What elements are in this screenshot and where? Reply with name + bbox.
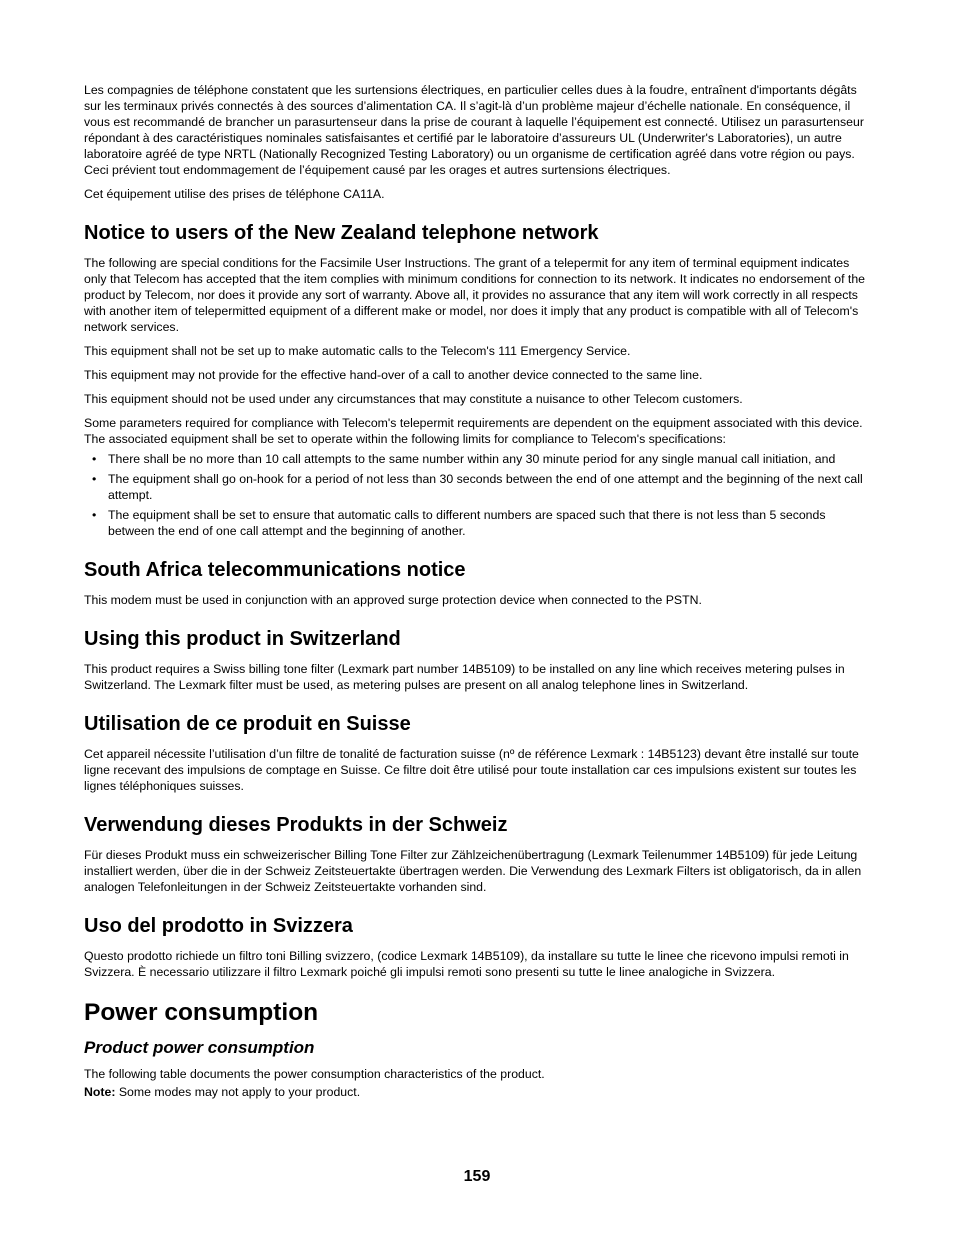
swiss-it-paragraph: Questo prodotto richiede un filtro toni Billing svizzero, (codice Lexmark 14B5109), da installare su tutte le linee che ricevono impulsi remoti in Svizzera. È necessario utilizzare il filtro Lexmark poiché gli impulsi remoti sono presenti su tutte le linee analogiche in Svizzera. — [84, 949, 849, 979]
list-item-text: The equipment shall be set to ensure that automatic calls to different numbers are spaced such that there is not less than 5 seconds between the end of one call attempt and the beginning of another. — [108, 508, 826, 538]
product-power-subheading: Product power consumption — [84, 1038, 315, 1057]
intro-paragraph-jacks: Cet équipement utilise des prises de téléphone CA11A. — [84, 187, 385, 201]
swiss-en-heading: Using this product in Switzerland — [84, 628, 401, 650]
note-line — [84, 1084, 874, 1100]
page-number: 159 — [463, 1168, 491, 1185]
list-item-text: The equipment shall go on-hook for a period of not less than 30 seconds between the end of one attempt and the beginning of the next call attempt. — [108, 472, 863, 502]
nz-paragraph-2: This equipment shall not be set up to make automatic calls to the Telecom's 111 Emergency Service. — [84, 344, 631, 358]
nz-paragraph-1: The following are special conditions for the Facsimile User Instructions. The grant of a telepermit for any item of terminal equipment indicates only that Telecom has accepted that the item complies with minimum conditions for connection to its network. It indicates no endorsement of the product by Telecom, nor does it provide any sort of warranty. Above all, it provides no assurance that any item will work correctly in all respects with another item of telepermitted equipment of a different make or model, nor does it imply that any product is compatible with all of Telecom's network services. — [84, 256, 866, 334]
swiss-fr-heading: Utilisation de ce produit en Suisse — [84, 713, 411, 735]
swiss-it-heading: Uso del prodotto in Svizzera — [84, 915, 353, 937]
nz-heading: Notice to users of the New Zealand telephone network — [84, 222, 599, 244]
swiss-en-paragraph: This product requires a Swiss billing tone filter (Lexmark part number 14B5109) to be installed on any line which receives metering pulses in Switzerland. The Lexmark filter must be used, as metering pulses are present on all analog telephone lines in Switzerland. — [84, 662, 845, 692]
power-paragraph: The following table documents the power consumption characteristics of the product. — [84, 1067, 545, 1081]
swiss-de-heading: Verwendung dieses Produkts in der Schweiz — [84, 814, 508, 836]
swiss-fr-paragraph: Cet appareil nécessite l’utilisation d’un filtre de tonalité de facturation suisse (nº de référence Lexmark : 14B5123) devant être installé sur toute ligne recevant des impulsions de comptage en Suisse. Ce filtre doit être utilisé pour toute installation car ces impulsions existent sur toutes les lignes téléphoniques suisses. — [84, 747, 859, 793]
nz-paragraph-3: This equipment may not provide for the effective hand-over of a call to another device connected to the same line. — [84, 368, 703, 382]
nz-bullet-list — [84, 451, 874, 539]
nz-paragraph-5: Some parameters required for compliance with Telecom's telepermit requirements are dependent on the equipment associated with this device. The associated equipment shall be set to operate within the following limits for compliance to Telecom's specifications: — [84, 416, 863, 446]
list-item — [84, 451, 874, 467]
bullet-icon: • — [92, 508, 97, 522]
sa-heading: South Africa telecommunications notice — [84, 559, 466, 581]
bullet-icon: • — [92, 452, 97, 466]
note-label: Note: — [84, 1085, 116, 1099]
bullet-icon: • — [92, 472, 97, 486]
power-consumption-heading: Power consumption — [84, 999, 319, 1026]
list-item — [84, 471, 874, 503]
document-page — [84, 82, 874, 1108]
sa-paragraph: This modem must be used in conjunction with an approved surge protection device when connected to the PSTN. — [84, 593, 702, 607]
list-item-text: There shall be no more than 10 call attempts to the same number within any 30 minute period for any single manual call initiation, and — [108, 452, 836, 466]
intro-paragraph-surge: Les compagnies de téléphone constatent que les surtensions électriques, en particulier celles dues à la foudre, entraînent d'importants dégâts sur les terminaux privés connectés à des sources d’alimentation CA. Il s’agit-là d’un problème majeur d’échelle nationale. En conséquence, il vous est recommandé de brancher un parasurtenseur dans la prise de courant à laquelle l’équipement est connecté. Utilisez un parasurtenseur répondant à des caractéristiques nominales satisfaisantes et certifié par le laboratoire d’assureurs UL (Underwriter's Laboratories), un autre laboratoire agréé de type NRTL (Nationally Recognized Testing Laboratory) ou un organisme de certification agréé dans votre région ou pays. Ceci prévient tout endommagement de l’équipement causé par les orages et autres surtensions électriques. — [84, 83, 864, 177]
note-text: Some modes may not apply to your product. — [115, 1085, 361, 1099]
swiss-de-paragraph: Für dieses Produkt muss ein schweizerischer Billing Tone Filter zur Zählzeichenübertragung (Lexmark Teilenummer 14B5109) für jede Leitung installiert werden, über die in der Schweiz Zeitsteuertakte übertragen werden. Die Verwendung des Lexmark Filters ist obligatorisch, da in allen analogen Telefonleitungen in der Schweiz Zeitsteuertakte vorhanden sind. — [84, 848, 862, 894]
list-item — [84, 507, 874, 539]
nz-paragraph-4: This equipment should not be used under any circumstances that may constitute a nuisance to other Telecom customers. — [84, 392, 743, 406]
